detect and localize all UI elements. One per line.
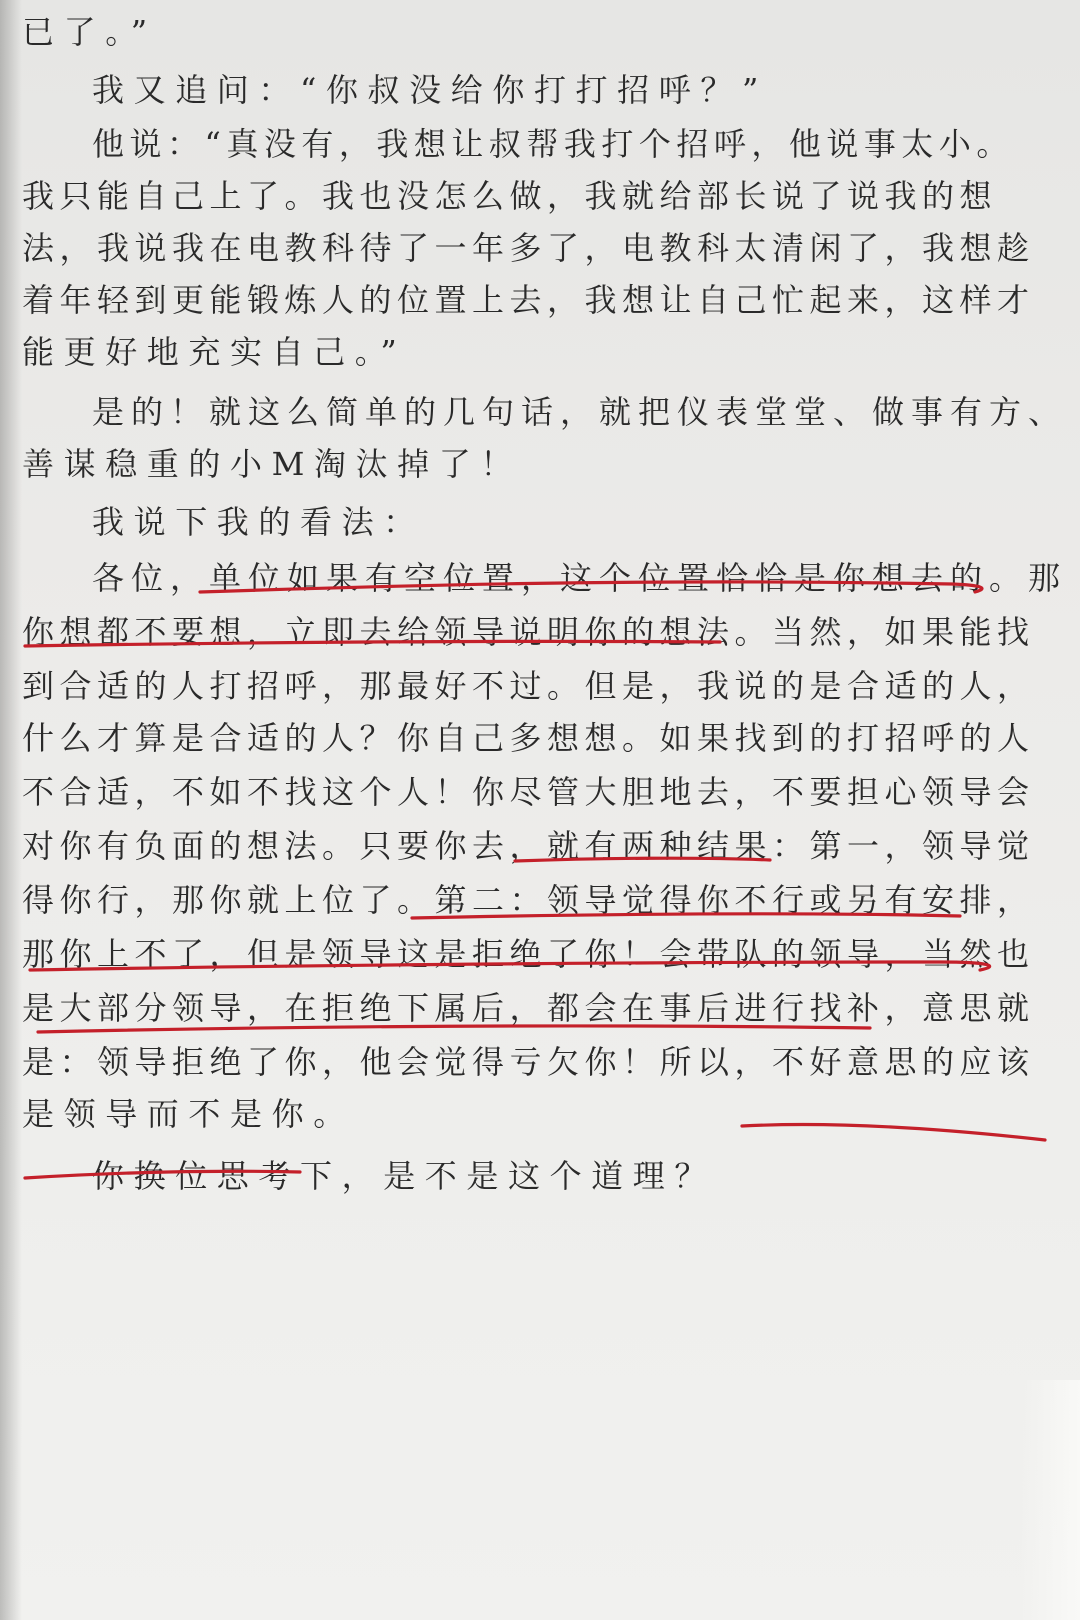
text-line-17: 得你行，那你就上位了。第二：领导觉得你不行或另有安排， xyxy=(22,881,1035,919)
text-line-3: 他说：“真没有，我想让叔帮我打个招呼，他说事太小。 xyxy=(92,125,1014,163)
text-line-2: 我又追问：“你叔没给你打打招呼？” xyxy=(92,71,768,109)
text-line-11: 各位，单位如果有空位置，这个位置恰恰是你想去的。那 xyxy=(92,559,1068,597)
text-line-19: 是大部分领导，在拒绝下属后，都会在事后进行找补，意思就 xyxy=(22,989,1035,1027)
text-line-15: 不合适，不如不找这个人！你尽管大胆地去，不要担心领导会 xyxy=(22,773,1035,811)
text-line-5: 法，我说我在电教科待了一年多了，电教科太清闲了，我想趁 xyxy=(22,229,1035,267)
page-edge-highlight xyxy=(1020,1380,1080,1620)
text-line-16: 对你有负面的想法。只要你去，就有两种结果：第一，领导觉 xyxy=(22,827,1035,865)
book-spine-shadow xyxy=(0,0,22,1620)
text-line-8: 是的！就这么简单的几句话，就把仪表堂堂、做事有方、 xyxy=(92,393,1068,431)
text-line-21: 是领导而不是你。 xyxy=(22,1095,355,1133)
text-line-20: 是：领导拒绝了你，他会觉得亏欠你！所以，不好意思的应该 xyxy=(22,1043,1035,1081)
text-line-1: 已了。” xyxy=(22,13,157,51)
text-line-9: 善谋稳重的小M淘汰掉了！ xyxy=(22,445,522,483)
text-line-13: 到合适的人打招呼，那最好不过。但是，我说的是合适的人， xyxy=(22,667,1035,705)
text-line-10: 我说下我的看法： xyxy=(92,503,425,541)
text-line-4: 我只能自己上了。我也没怎么做，我就给部长说了说我的想 xyxy=(22,177,998,215)
text-line-18: 那你上不了，但是领导这是拒绝了你！会带队的领导，当然也 xyxy=(22,935,1035,973)
text-line-6: 着年轻到更能锻炼人的位置上去，我想让自己忙起来，这样才 xyxy=(22,281,1035,319)
text-line-14: 什么才算是合适的人？你自己多想想。如果找到的打招呼的人 xyxy=(22,719,1035,757)
text-line-12: 你想都不要想，立即去给领导说明你的想法。当然，如果能找 xyxy=(22,613,1035,651)
text-line-22: 你换位思考下，是不是这个道理？ xyxy=(92,1157,717,1195)
text-line-7: 能更好地充实自己。” xyxy=(22,333,407,371)
